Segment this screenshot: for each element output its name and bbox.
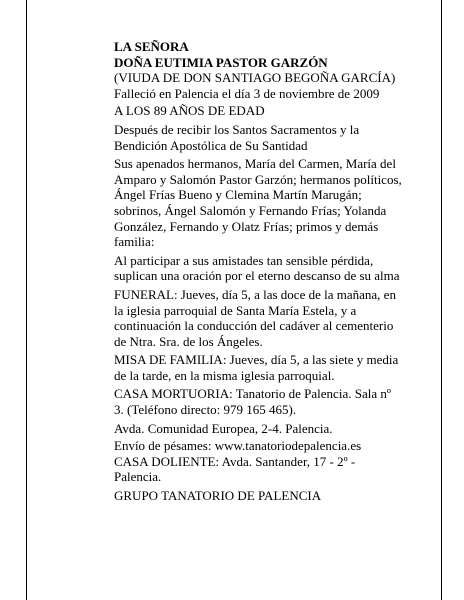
condolences-line: Envío de pésames: www.tanatoriodepalencia.es xyxy=(114,438,362,454)
funeral-line: FUNERAL: Jueves, día 5, a las doce de la mañana, en xyxy=(114,286,396,302)
mortuary-paragraph xyxy=(114,386,424,417)
address-line: Avda. Comunidad Europea, 2-4. Palencia. xyxy=(114,420,333,436)
prayer-paragraph xyxy=(114,253,424,284)
right-border-rule xyxy=(441,0,442,600)
sacraments-line: Bendición Apostólica de Su Santidad xyxy=(114,137,308,153)
family-paragraph xyxy=(114,156,424,250)
family-mass-line: MISA DE FAMILIA: Jueves, día 5, a las siete y media xyxy=(114,352,399,368)
family-line: familia: xyxy=(114,234,155,250)
sacraments-paragraph xyxy=(114,122,424,153)
mortuary-line: 3. (Teléfono directo: 979 165 465). xyxy=(114,402,297,418)
obituary-notice xyxy=(114,39,424,504)
family-line: Amparo y Salomón Pastor Garzón; hermanos políticos, xyxy=(114,171,402,187)
funeral-home-group: GRUPO TANATORIO DE PALENCIA xyxy=(114,488,322,504)
funeral-paragraph xyxy=(114,287,424,349)
mortuary-line: CASA MORTUORIA: Tanatorio de Palencia. Sala nº xyxy=(114,386,391,402)
age-line: A LOS 89 AÑOS DE EDAD xyxy=(114,103,265,119)
family-line: González, Fernando y Olatz Frías; primos y demás xyxy=(114,218,379,234)
left-border-rule xyxy=(26,0,27,600)
prayer-line: Al participar a sus amistades tan sensible pérdida, xyxy=(114,252,374,268)
mourning-house-line: CASA DOLIENTE: Avda. Santander, 17 - 2º - xyxy=(114,453,356,469)
family-mass-line: de la tarde, en la misma iglesia parroquial. xyxy=(114,367,335,383)
family-line: Ángel Frías Bueno y Clemina Martín Marugán; xyxy=(114,187,362,203)
mourning-house-line: Palencia. xyxy=(114,469,162,485)
death-date-line: Falleció en Palencia el día 3 de noviembre de 2009 xyxy=(114,85,380,101)
widow-of-line: (VIUDA DE DON SANTIAGO BEGOÑA GARCÍA) xyxy=(114,70,396,86)
mourning-house-paragraph xyxy=(114,454,424,485)
family-mass-paragraph xyxy=(114,352,424,383)
prayer-line: suplican una oración por el eterno descanso de su alma xyxy=(114,268,400,284)
family-line: sobrinos, Ángel Salomón y Fernando Frías; Yolanda xyxy=(114,202,387,218)
funeral-line: continuación la conducción del cadáver al cementerio xyxy=(114,318,394,334)
notice-title: LA SEÑORA xyxy=(114,39,189,54)
sacraments-line: Después de recibir los Santos Sacramentos y la xyxy=(114,121,360,137)
family-line: Sus apenados hermanos, María del Carmen, María del xyxy=(114,156,396,172)
funeral-line: la iglesia parroquial de Santa María Estela, y a xyxy=(114,302,357,318)
deceased-name: DOÑA EUTIMIA PASTOR GARZÓN xyxy=(114,54,328,70)
funeral-line: de Ntra. Sra. de los Ángeles. xyxy=(114,333,263,349)
